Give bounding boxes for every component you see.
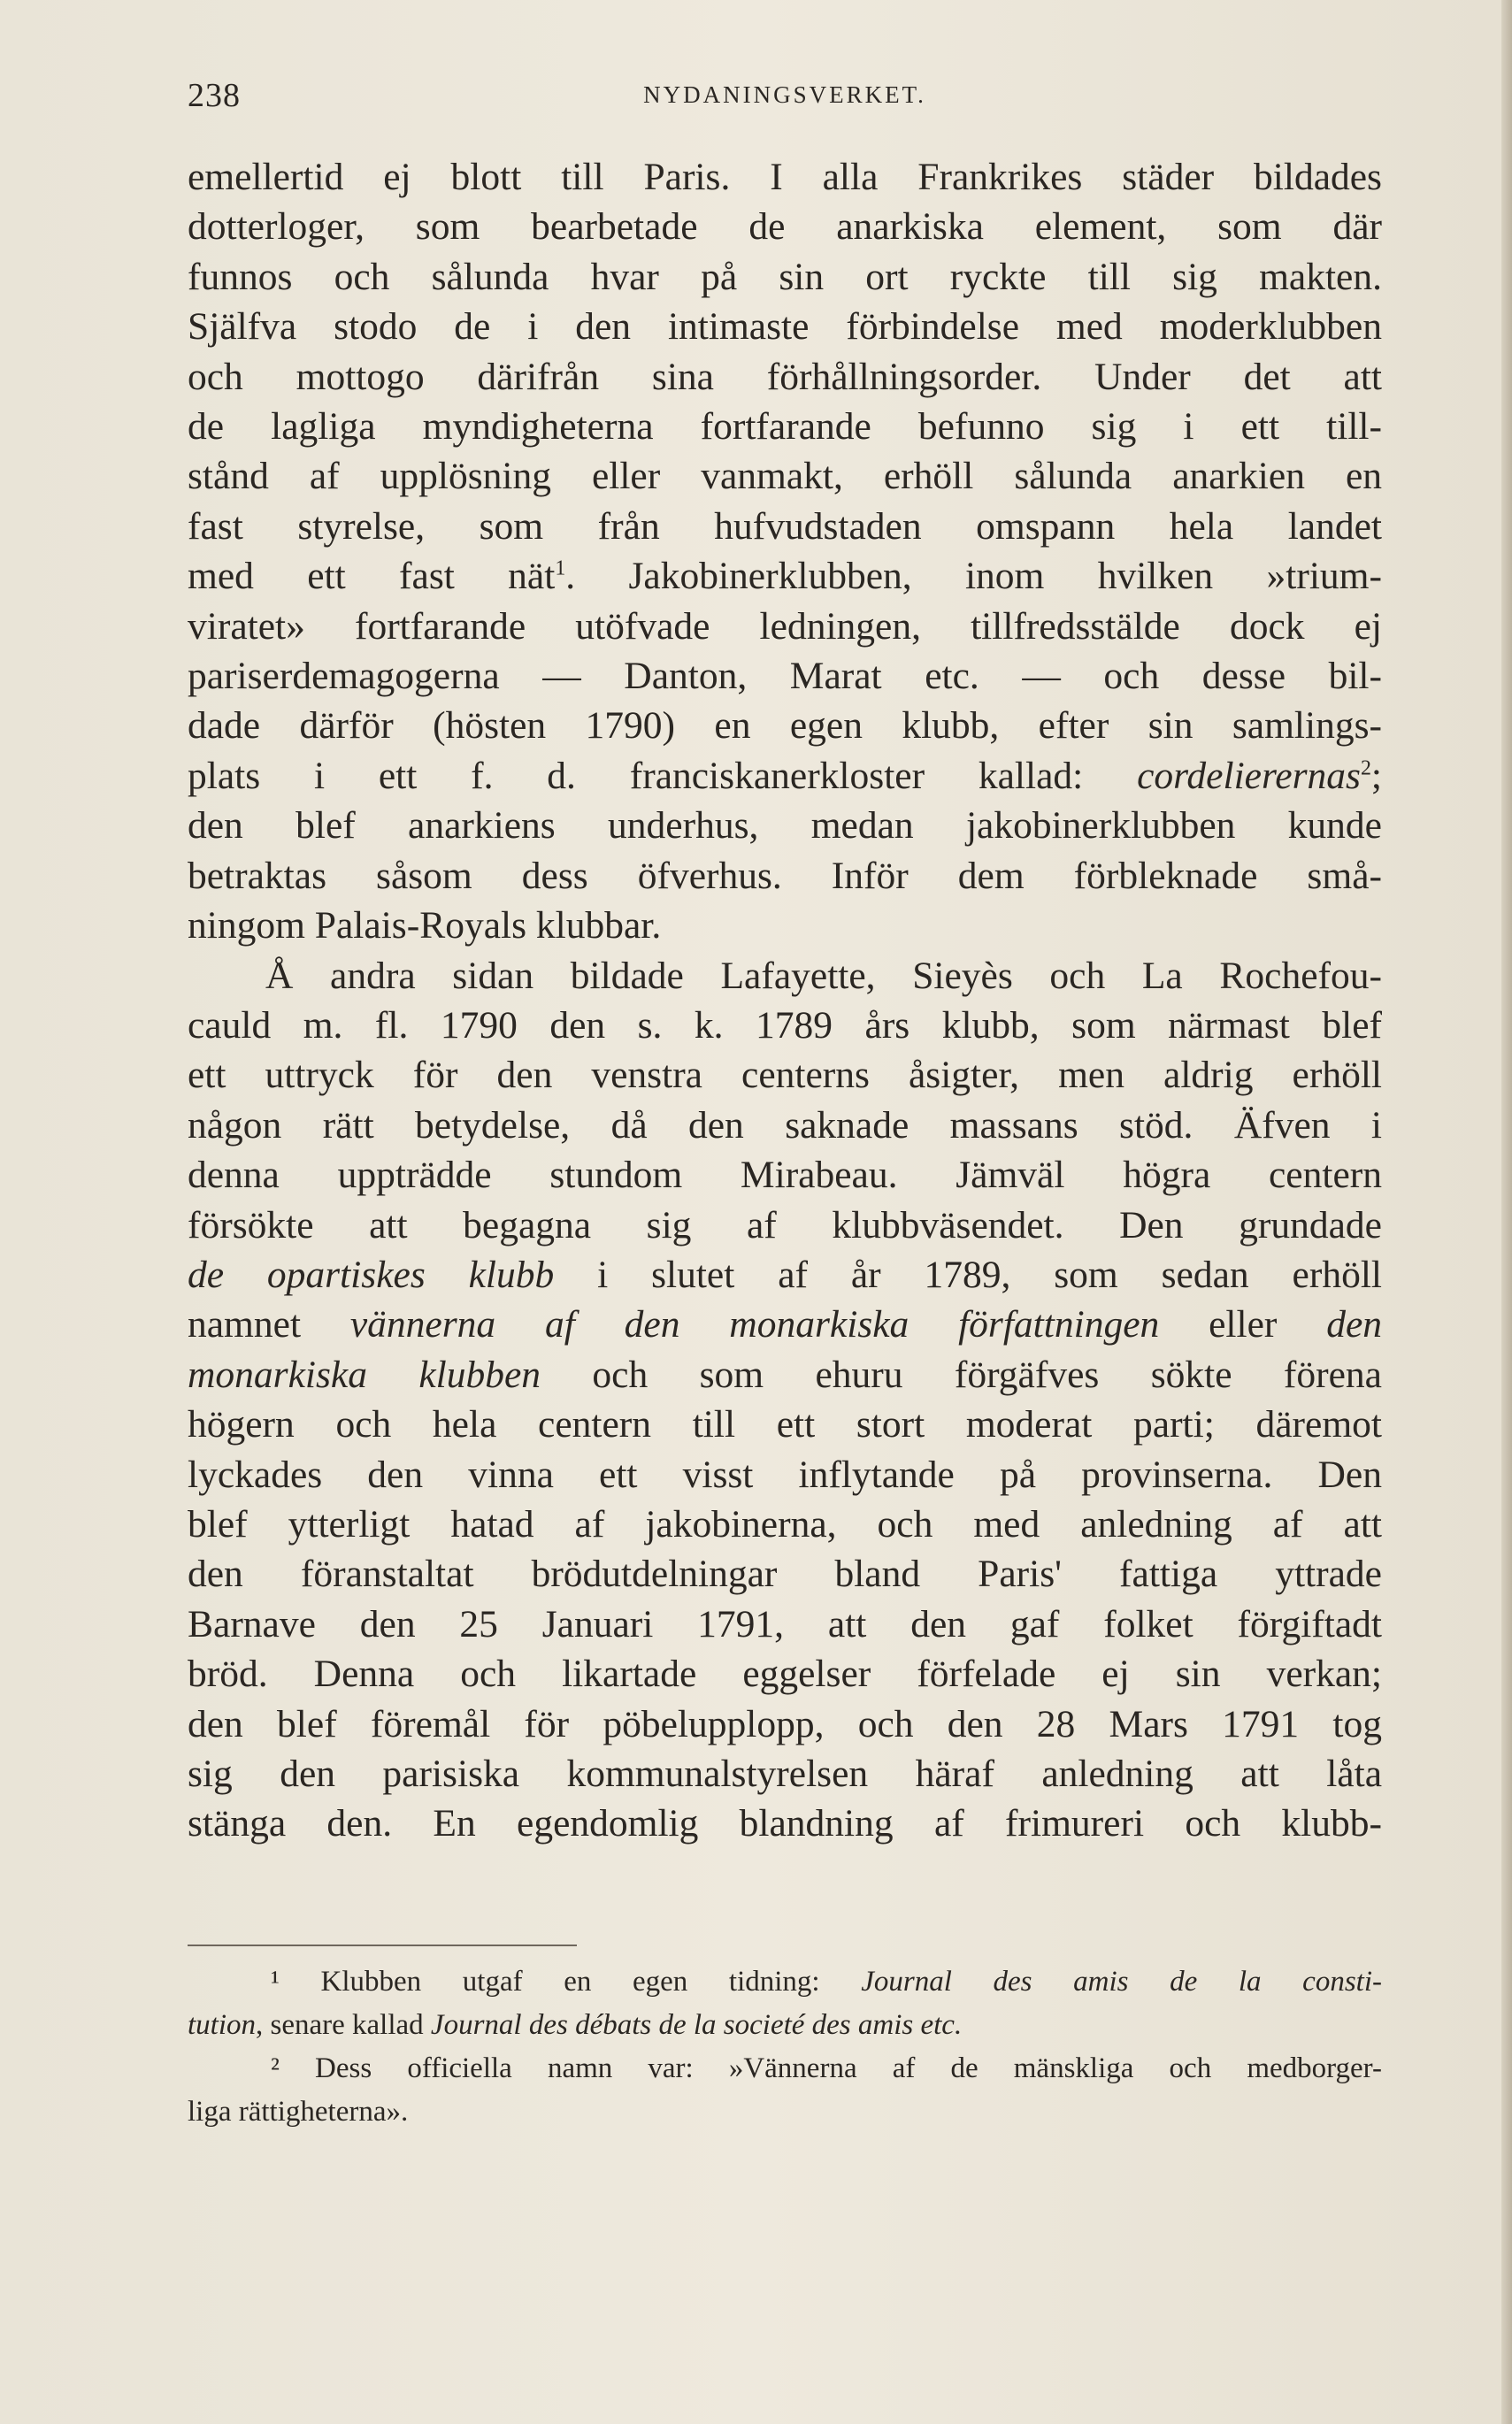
text-segment: lyckades den vinna ett visst inflytande på provinserna. Den: [188, 1453, 1382, 1496]
text-segment: ett uttryck för den venstra centerns åsigter, men aldrig erhöll: [188, 1054, 1382, 1097]
text-italic: vännerna af den monarkiska författningen: [349, 1303, 1160, 1346]
running-title: NYDANINGSVERKET.: [643, 81, 926, 108]
text-line: [188, 1699, 1382, 1749]
text-segment: eller: [1159, 1303, 1327, 1346]
body-text: [188, 152, 1382, 1849]
text-line: [188, 551, 1382, 601]
text-line: [188, 1599, 1382, 1649]
text-segment: . Jakobinerklubben, inom hvilken »trium-: [565, 555, 1382, 598]
text-segment: och mottogo därifrån sina förhållningsorder. Under det att: [188, 355, 1382, 398]
text-segment: fast styrelse, som från hufvudstaden omspann hela landet: [188, 504, 1382, 548]
text-line: [188, 402, 1382, 451]
text-line: [188, 1101, 1382, 1150]
text-segment: plats i ett f. d. franciskanerkloster kallad:: [188, 754, 1138, 797]
text-segment: Å andra sidan bildade Lafayette, Sieyès och La Rochefou-: [265, 954, 1382, 997]
text-segment: högern och hela centern till ett stort moderat parti; däremot: [188, 1403, 1382, 1446]
text-line: [188, 1549, 1382, 1599]
footnote-segment: ² Dess officiella namn var: »Vännerna af de mänskliga och medborger-: [271, 2052, 1382, 2084]
text-segment: någon rätt betydelse, då den saknade massans stöd. Äfven i: [188, 1103, 1382, 1147]
footnotes: [188, 1960, 1382, 2134]
footnote-segment: liga rättigheterna».: [188, 2096, 409, 2128]
text-segment: viratet» fortfarande utöfvade ledningen, tillfredsstälde dock ej: [188, 604, 1382, 648]
text-line: [188, 1250, 1382, 1300]
text-segment: denna uppträdde stundom Mirabeau. Jämväl högra centern: [188, 1154, 1382, 1197]
text-segment: pariserdemagogerna — Danton, Marat etc. — och desse bil-: [188, 655, 1382, 698]
text-italic: cordelierernas: [1137, 754, 1361, 797]
text-segment: ;: [1370, 754, 1382, 797]
text-line: [188, 1150, 1382, 1200]
text-segment: Barnave den 25 Januari 1791, att den gaf folket förgiftadt: [188, 1602, 1382, 1645]
text-line: [188, 651, 1382, 701]
footnote-line: [188, 2047, 1382, 2090]
text-segment: dade därför (hösten 1790) en egen klubb, efter sin samlings-: [188, 704, 1382, 748]
text-segment: försökte att begagna sig af klubbväsendet. Den grundade: [188, 1203, 1382, 1247]
text-segment: stånd af upplösning eller vanmakt, erhöll sålunda anarkien en: [188, 455, 1382, 498]
text-segment: betraktas såsom dess öfverhus. Inför dem förbleknade små-: [188, 854, 1382, 897]
text-segment: namnet: [188, 1303, 350, 1346]
text-line: [188, 1799, 1382, 1848]
text-line: [188, 1649, 1382, 1699]
text-line: [188, 751, 1382, 801]
footnote-italic: tution: [188, 2009, 257, 2041]
text-footnote-ref: 1: [555, 556, 566, 580]
text-segment: och som ehuru förgäfves sökte förena: [541, 1353, 1382, 1396]
running-head: [188, 76, 1382, 129]
footnote-line: [188, 2090, 1382, 2134]
text-line: [188, 302, 1382, 351]
text-line: [188, 352, 1382, 402]
text-segment: stänga den. En egendomlig blandning af frimureri och klubb-: [188, 1802, 1382, 1845]
text-segment: cauld m. fl. 1790 den s. k. 1789 års klubb, som närmast blef: [188, 1003, 1382, 1047]
text-segment: i slutet af år 1789, som sedan erhöll: [554, 1253, 1383, 1296]
text-line: [188, 1749, 1382, 1799]
text-segment: emellertid ej blott till Paris. I alla Frankrikes städer bildades: [188, 156, 1382, 198]
text-line: [188, 951, 1382, 1001]
text-line: [188, 1450, 1382, 1500]
footnote-line: [188, 1960, 1382, 2004]
text-line: [188, 602, 1382, 651]
footnote-segment: ¹ Klubben utgaf en egen tidning:: [271, 1966, 862, 1998]
text-segment: ningom Palais-Royals klubbar.: [188, 904, 662, 947]
text-line: [188, 1400, 1382, 1449]
page-number: 238: [188, 77, 241, 114]
text-segment: de lagliga myndigheterna fortfarande befunno sig i ett till-: [188, 405, 1382, 449]
text-segment: sig den parisiska kommunalstyrelsen häraf anledning att låta: [188, 1753, 1382, 1795]
text-line: [188, 701, 1382, 750]
text-segment: blef ytterligt hatad af jakobinerna, och med anledning af att: [188, 1502, 1382, 1546]
text-segment: Själfva stodo de i den intimaste förbindelse med moderklubben: [188, 305, 1382, 349]
text-footnote-ref: 2: [1360, 756, 1371, 780]
text-italic: de opartiskes klubb: [188, 1253, 555, 1296]
footnote-italic: Journal des amis de la consti-: [861, 1966, 1382, 1998]
text-segment: med ett fast nät: [188, 555, 556, 598]
text-line: [188, 152, 1382, 202]
text-segment: den föranstaltat brödutdelningar bland Paris' fattiga yttrade: [188, 1553, 1382, 1596]
text-segment: den blef anarkiens underhus, medan jakobinerklubben kunde: [188, 804, 1382, 848]
text-line: [188, 1300, 1382, 1349]
text-segment: dotterloger, som bearbetade de anarkiska element, som där: [188, 205, 1382, 249]
text-line: [188, 1001, 1382, 1050]
page-edge-shadow: [1501, 0, 1512, 2424]
text-line: [188, 851, 1382, 901]
footnote-line: [188, 2004, 1382, 2047]
text-line: [188, 451, 1382, 501]
text-segment: funnos och sålunda hvar på sin ort ryckte till sig makten.: [188, 255, 1382, 298]
text-line: [188, 1050, 1382, 1100]
text-line: [188, 801, 1382, 850]
text-italic: monarkiska klubben: [188, 1353, 541, 1396]
text-line: [188, 252, 1382, 302]
text-line: [188, 502, 1382, 551]
footnote-rule: [188, 1945, 577, 1946]
text-line: [188, 1350, 1382, 1400]
text-segment: den blef föremål för pöbelupplopp, och den 28 Mars 1791 tog: [188, 1702, 1382, 1745]
footnote-italic: Journal des débats de la societé des amis etc.: [430, 2009, 963, 2041]
text-line: [188, 901, 1382, 950]
text-line: [188, 1200, 1382, 1250]
text-line: [188, 1500, 1382, 1549]
footnote-segment: , senare kallad: [256, 2009, 431, 2041]
text-segment: bröd. Denna och likartade eggelser förfelade ej sin verkan;: [188, 1653, 1382, 1696]
text-italic: den: [1326, 1303, 1383, 1346]
text-line: [188, 202, 1382, 251]
